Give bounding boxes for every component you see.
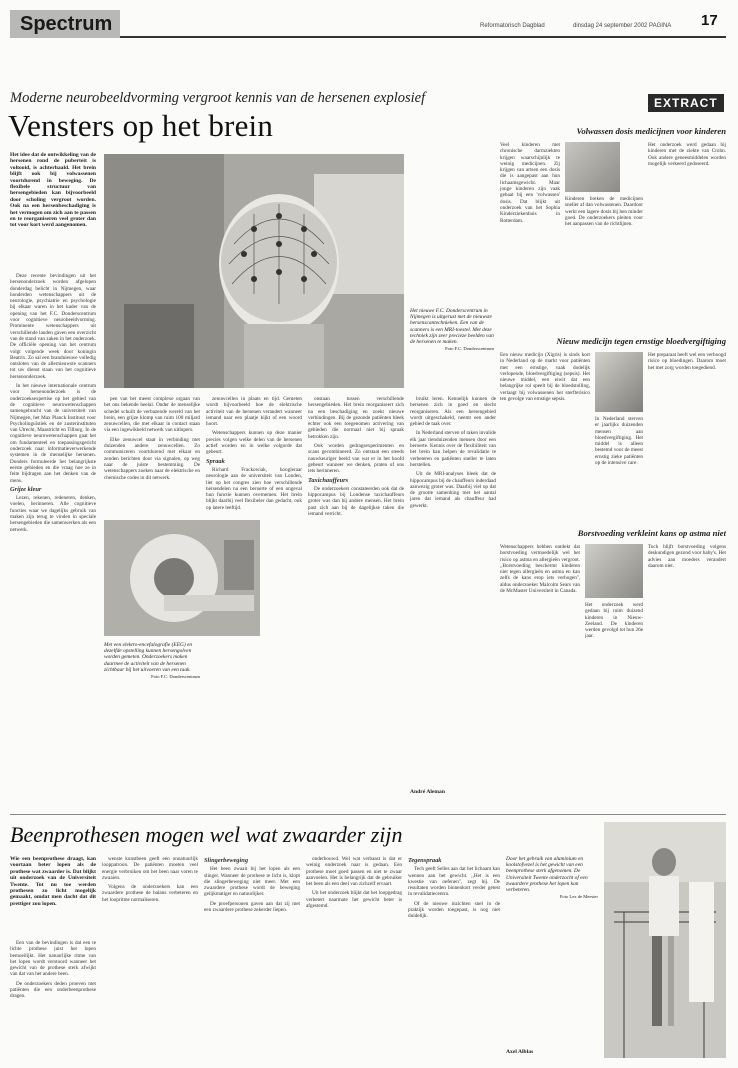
eeg-photo [104,154,404,388]
masthead-rule [120,36,726,38]
prosthesis-illustration [604,822,726,1058]
extract-1-headline: Volwassen dosis medicijnen voor kinderen [576,126,726,136]
subhead-grijze-kleur: Grijze kleur [10,485,42,493]
second-caption [506,856,598,1026]
lead-col1-text [10,273,96,798]
second-col4-p1: onderbouwd. Wel wat verbaast is dat er weinig onderzoek naar is gedaan. Een prothese moet goed passen en niet te zwaar aanvoelen. Het is belangrijk dat de gebruiker het been als een deel van zichzelf ervaart. [306,856,402,888]
prosthesis-photo [604,822,726,1058]
issue-date: dinsdag 24 september 2002 PAGINA [573,23,672,29]
headline: Vensters op het brein [8,108,274,143]
extract-item-3 [500,528,726,808]
extract-1-photo [565,142,620,192]
second-col1-p1: Een van de bevindingen is dat een te lichte prothese juist het lopen bemoeilijkt. Het natuurlijke ritme van het lopen wordt verstoord wanneer het gewicht van de prothese sterk afwijkt van dat van het andere been. [10,940,96,978]
subhead-taxichauffeurs: Taxichauffeurs [308,476,349,484]
section-title: Spectrum [20,13,113,35]
caption-top-text: Het nieuwe F.C. Donderscentrum in Nijmegen is uitgerust met de nieuwste hersenscantechnieken. Een van de scanners is een MRI-toestel. Met deze techniek zijn zeer precieze beelden van de hersenen te maken. [410,308,494,346]
extract-2-col-3: Het preparaat heeft wel een verhoogd risico op bloedingen. Daarom moet het met zorg worden toegediend. [648,352,726,371]
lead-column-4 [308,396,404,796]
second-col2-p1: wenste kunstbeen geeft een onnatuurlijk looppatroon. De patiënten moeten veel energie verbruiken om het been naar voren te zwaaien. [102,856,198,881]
lead-col5-p1: bruikt leren. Kennelijk kunnen de hersenen zich in goed en slecht reorganiseren. Als een hersengebied wordt uitgeschakeld, neemt een ander gebied de taak over. [410,396,496,428]
lead-col3-p1: zenuwcellen in plaats en tijd. Gemeten wordt bijvoorbeeld hoe de elektrische activiteit van de hersenen verandert wanneer iemand naar een plaatje kijkt of een woord hoort. [206,396,302,428]
lead-col4-p3: De onderzoekers constateerden ook dat de hippocampus bij Londense taxichauffeurs groter was dan bij andere mensen. Het brein past zich aan bij de dagelijkse taken die iemand verricht. [308,485,404,518]
second-caption-text: Door het gebruik van aluminium en koolstofvezel is het gewicht van een beenprothese sterk afgenomen. De Universiteit Twente onderzocht of een zwaardere prothese het lopen kan verbeteren. [506,856,588,894]
extract-item-2 [500,336,726,516]
lead-col1-p1: Deze recente bevindingen uit het hersenonderzoek worden afgelopen donderdag belicht in Nijmegen, waar honderden wetenschappers uit de neurologie, psychiatrie en psychologie bij elkaar waren in het kader van de opening van het F.C. Donderscentrum voor cognitieve neurobeeldvorming. Prominente wetenschappers uit verschillende landen gaven een overzicht van de stand van zaken in het onderzoek. De officiële opening van het centrum volgt volgende week door koningin Beatrix. Zo sal een brandnieuwe volledig ontsloten van de allernieuwste scanners tot uw dienst staan van het cognitieve hersenonderzoek. [10,273,96,380]
second-col-1 [10,940,96,1056]
subhead-tegenspraak: Tegenspraak [408,857,442,864]
second-caption-credit: Foto Lex de Meester [559,894,598,900]
extract-3-col-1: Wetenschappers hebben ontdekt dat borstvoeding vermoedelijk wel het risico op astma en allergieën vergroot. ,,Borstvoeding beschermt kinderen niet tegen allergieën en astma en kan zelfs de kans erop iets verhogen'', aldus onderzoeker Malcolm Sears van de McMaster Universiteit in Canada. [500,544,580,595]
lead-col2-p1: pen van het meest complexe orgaan van het ons bekende heelal. Onder de menselijke schedel schuilt de verbazende wereld van het brein, een grijze klomp van ruim 100 miljard zenuwcellen, die met elkaar in contact staan via een ingewikkeld netwerk van uitlopers. [104,396,200,434]
second-intro: Wie een beenprothese draagt, kan voortaan beter lopen als de prothese wat zwaarder is. Dat blijkt uit onderzoek van de Universiteit Twente. Tot nu toe werden prothesen zo licht mogelijk gemaakt, omdat men dacht dat dit prettiger zou lopen. [10,856,96,907]
extract-2-photo [595,352,643,412]
second-col-3 [204,856,300,1056]
lead-col1-p3: Lezen, rekenen, redeneren, denken, voelen, herinneren. Alle cognitieve functies waar we dagelijks gebruik van maken zijn terug te vinden in speciale hersengebieden die samenwerken als een netwerk. [10,495,96,533]
lead-col1-p2: In het nieuwe internationale centrum voor hersenonderzoek is de onderzoeksexpertise op het gebied van de cognitieve neurowetenschappen samengebracht van de universiteit van Nijmegen, het Max Planck Instituut voor Psycholinguïstiek en de zusterinstituten van Utrecht, Maastricht en Tilburg. In de cognitieve neurowetenschappen gaat het om fundamenteel en toepassingsgericht onderzoek naar informatieverwerkende systemen in de menselijke hersenen. Donders formuleerde het belangrijkste eerste gebieden en die vraag hoe ze in feite bijdragen aan het denken van de mens. [10,383,96,484]
second-col5-p1: Tech geeft Selles aan dat het lichaam kan wennen aan het gewicht. ,,Het is een kwestie van oefenen'', zegt hij. De resultaten worden binnenkort verder getest in revalidatiecentra. [408,866,500,898]
second-col-4 [306,856,402,1056]
second-col-2 [102,856,198,1056]
intro-paragraph: Het idee dat de ontwikkeling van de hersenen rond de puberteit is voltooid, is achterhaald. Het brein blijft ook bij volwassenen voortdurend in beweging. De flexibele structuur van hersengebieden kan bijvoorbeeld door scholing vergroot worden. Ook na een hersenbeschadiging is het vermogen om zich aan te passen en te reorganiseren veel groter dan tot voor kort werd aangenomen. [10,152,96,229]
second-col3-p1: Het been zwaait bij het lopen als een slinger. Wanneer de prothese te licht is, klopt die slingerbeweging niet meer. Met een zwaardere prothese wordt de beweging gelijkmatiger en natuurlijker. [204,866,300,898]
extract-1-col-1: Veel kinderen met chronische darmziekten krijgen waarschijnlijk te weinig medicijnen. Zij krijgen van artsen een dosis die is aangepast aan hun lichaamsgewicht. Maar jonge kinderen zijn vaak gebaat bij een 'volwassen' dosis. Dat blijkt uit onderzoek van het Sophia Kinderziekenhuis in Rotterdam. [500,142,560,224]
extract-3-col-2: Het onderzoek werd gedaan bij ruim duizend kinderen in Nieuw-Zeeland. De kinderen werden gevolgd tot hun 26e jaar. [585,602,643,640]
subhead-slingerbeweging: Slingerbeweging [204,857,249,864]
extract-3-photo [585,544,643,598]
extract-2-col-2: In Nederland sterven er jaarlijks duizenden mensen aan bloedvergiftiging. Het middel is alleen bestemd voor de meest ernstig zieke patiënten op de intensive care. [595,416,643,467]
second-headline: Beenprothesen mogen wel wat zwaarder zijn [10,822,403,847]
lead-author: André Aleman [410,789,445,795]
lead-col4-p1: onstaan tussen verschillende hersengebieden. Het brein reorganiseert zich na een beschadiging en zoekt nieuwe verbindingen. Bij de gezonde patiënten bleek echter ook een toegenomen activering van gebieden die normaal niet bij spraak betrokken zijn. [308,396,404,440]
eeg-illustration [104,154,404,388]
extract-1-col-2: Kinderen breken de medicijnen sneller af dan volwassenen. Daardoor werkt een lagere dosis bij hen minder goed. De onderzoekers pleiten voor het aanpassen van de richtlijnen. [565,196,643,228]
lead-column-2 [104,396,200,514]
caption-bottom-credit: Foto F.C. Donderscentrum [151,674,200,680]
subhead-spraak: Spraak [206,457,225,465]
caption-top-credit: Foto F.C. Donderscentrum [445,346,494,352]
lead-col3-p2: Wetenschappers kunnen op deze manier precies volgen welke delen van de hersenen actief worden en in welke volgorde dat gebeurt. [206,430,302,456]
photo-caption-bottom [104,642,200,792]
extract-1-col-3: Het onderzoek werd gedaan bij kinderen met de ziekte van Crohn. Ook andere geneesmiddelen worden mogelijk verkeerd gedoseerd. [648,142,726,167]
photo-caption-top [410,308,494,388]
extract-2-col-1: Een nieuw medicijn (Xigris) is sinds kort in Nederland op de markt voor patiënten met een ernstige, vaak dodelijk verlopende, bloedvergiftiging (sepsis). Het nieuwe middel, een eiwit dat een belangrijke rol speelt bij de bloedstolling, verlaagt bij volwassenen het sterfterisico ten gevolge van ernstige sepsis. [500,352,590,403]
lead-column-3 [206,396,302,796]
second-col5-p2: Of de nieuwe inzichten snel in de praktijk worden toegepast, is nog niet duidelijk. [408,900,500,920]
second-col-5 [408,856,500,1046]
extract-3-col-3: Toch blijft borstvoeding volgens deskundigen gezond voor baby's. Het advies aan moeders verandert daarom niet. [648,544,726,569]
lead-col3-p3: Richard Frackowiak, hoogleraar neurologie aan de universiteit van Londen, liet op het congres zien hoe verschillende hersendelen na een beroerte of een ongeval hun functie kunnen overnemen. Het brein blijkt daarbij veel flexibeler dan gedacht, ook op latere leeftijd. [206,466,302,511]
extract-3-headline: Borstvoeding verkleint kans op astma niet [577,528,726,538]
lead-col5-p3: Uit de MRI-analyses bleek dat de hippocampus bij de chauffeurs inderdaad aanwezig groter was. Daarbij viel op dat de grootte samenhing met het aantal jaren dat iemand als chauffeur had gewerkt. [410,471,496,509]
second-author: Axel Alblas [506,1049,534,1055]
lead-col4-p2: Ook worden gedragsexperimenten en scans gecombineerd. Zo ontstaat een steeds nauwkeuriger beeld van wat er in het hoofd gebeurt wanneer we denken, praten of ons iets herinneren. [308,443,404,475]
extract-item-1 [500,126,726,324]
lead-col2-p2: Elke zenuwcel staat in verbinding met duizenden andere zenuwcellen. Zo communiceren voortdurend met elkaar en zenden berichten door via signalen, op weg naar de juiste bestemming. De wetenschappers zoeken naar de elektrische en chemische codes in dit netwerk. [104,436,200,481]
lead-column-1 [10,152,96,802]
extract-label: EXTRACT [648,94,724,112]
second-col2-p2: Volgens de onderzoekers kan een zwaardere prothese de balans verbeteren en het loopritme normaliseren. [102,884,198,903]
masthead [10,10,726,50]
second-col4-p2: Uit het onderzoek blijkt dat het loopgedrag verbetert naarmate het gewicht beter is afgestemd. [306,890,402,910]
caption-bottom-text: Met een elektro-encefalografie (EEG) en dezelfde opstelling kunnen hersengolven worden gemeten. Onderzoekers maken daarmee de activiteit van de hersenen zichtbaar bij het uitvoeren van een taak. [104,642,193,673]
paper-name: Reformatorisch Dagblad [480,23,545,29]
page-number: 17 [701,12,718,29]
second-col1-p2: De onderzoekers deden proeven met patiënten die een onderbeenprothese dragen. [10,980,96,1000]
kicker: Moderne neurobeeldvorming vergroot kennis van de hersenen explosief [10,90,426,106]
section-divider [10,814,726,815]
lead-col5-p2: In Nederland sterven of raken invalide elk jaar tienduizenden mensen door een beroerte. Kennis over de flexibiliteit van het brein kan helpen de revalidatie te verbeteren en patiënten sneller te laten herstellen. [410,430,496,468]
second-col3-p2: De proefpersonen gaven aan dat zij met een zwaardere prothese zekerder liepen. [204,900,300,914]
lead-column-5 [410,396,496,786]
extract-2-headline: Nieuw medicijn tegen ernstige bloedvergiftiging [556,336,726,346]
